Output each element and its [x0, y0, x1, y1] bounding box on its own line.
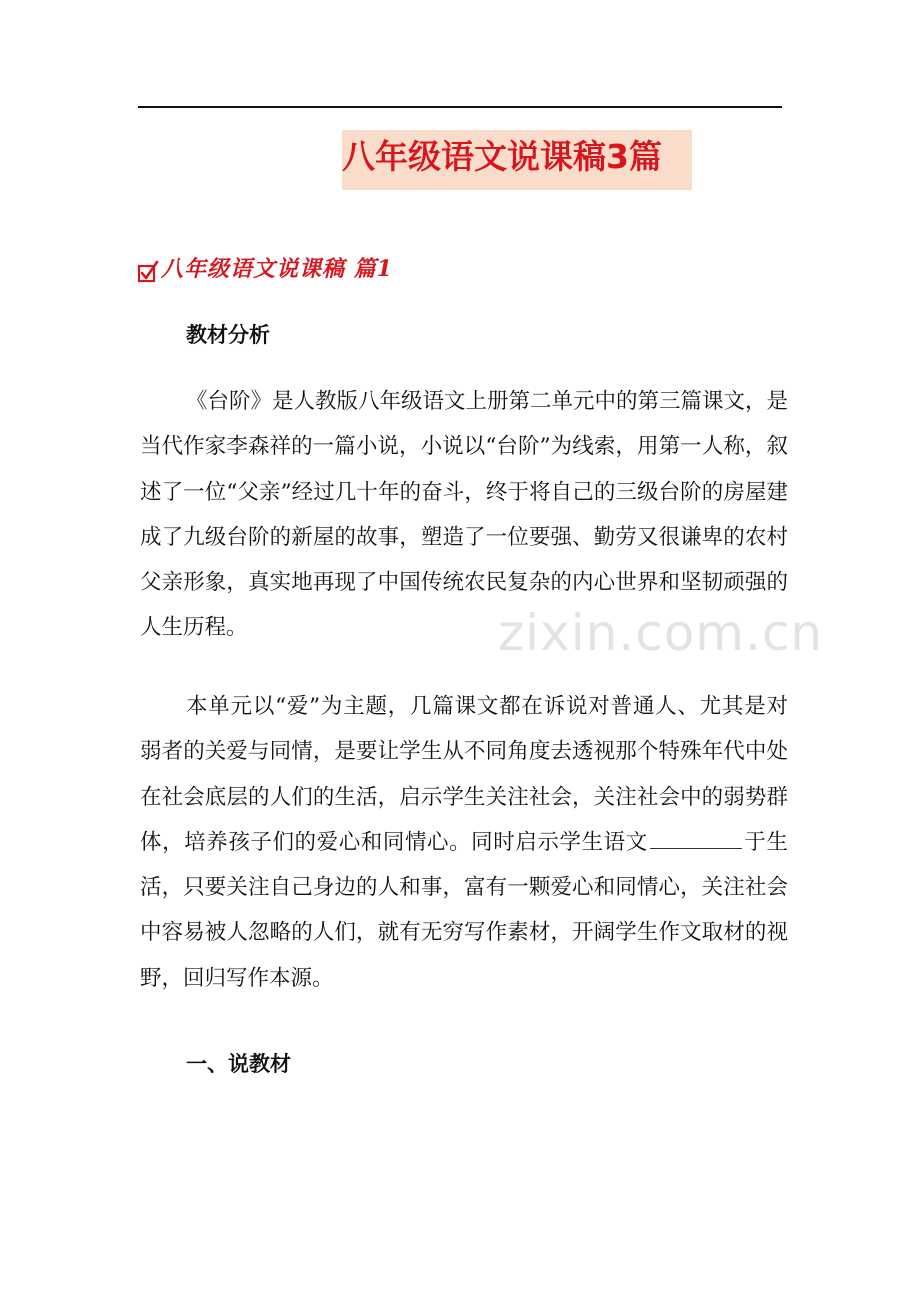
top-rule — [138, 106, 782, 108]
subheading-textbook-analysis: 教材分析 — [186, 323, 270, 347]
watermark: zixin.com.cn — [498, 604, 824, 662]
section-heading-text: 八年级语文说课稿 篇1 — [161, 256, 393, 282]
subheading-speak-textbook: 一、说教材 — [186, 1052, 291, 1076]
document-title: 八年级语文说课稿3篇 — [342, 137, 662, 176]
paragraph-2 — [140, 684, 788, 1001]
section-heading — [137, 252, 393, 286]
paragraph-1: 《台阶》是人教版八年级语文上册第二单元中的第三篇课文，是当代作家李森祥的一篇小说，小说以“台阶”为线索，用第一人称，叙述了一位“父亲”经过几十年的奋斗，终于将自己的三级台阶的房屋建成了九级台阶的新屋的故事，塑造了一位要强、勤劳又很谦卑的农村父亲形象，真实地再现了中国传统农民复杂的内心世界和坚韧顽强的人生历程。 — [140, 389, 789, 641]
paragraph-2-part-a: 本单元以“爱”为主题，几篇课文都在诉说对普通人、尤其是对弱者的关爱与同情，是要让学生从不同角度去透视那个特殊年代中处在社会底层的人们的生活，启示学生关注社会，关注社会中的弱势群体，培养孩子们的爱心和同情心。同时启示学生语文 — [140, 694, 788, 855]
fill-in-blank — [650, 847, 742, 849]
paragraph-2-part-b: 于生活，只要关注自己身边的人和事，富有一颗爱心和同情心，关注社会中容易被人忽略的人们，就有无穷写作素材，开阔学生作文取材的视野，回归写作本源。 — [140, 829, 788, 991]
checkbox-checked-icon — [137, 260, 159, 284]
